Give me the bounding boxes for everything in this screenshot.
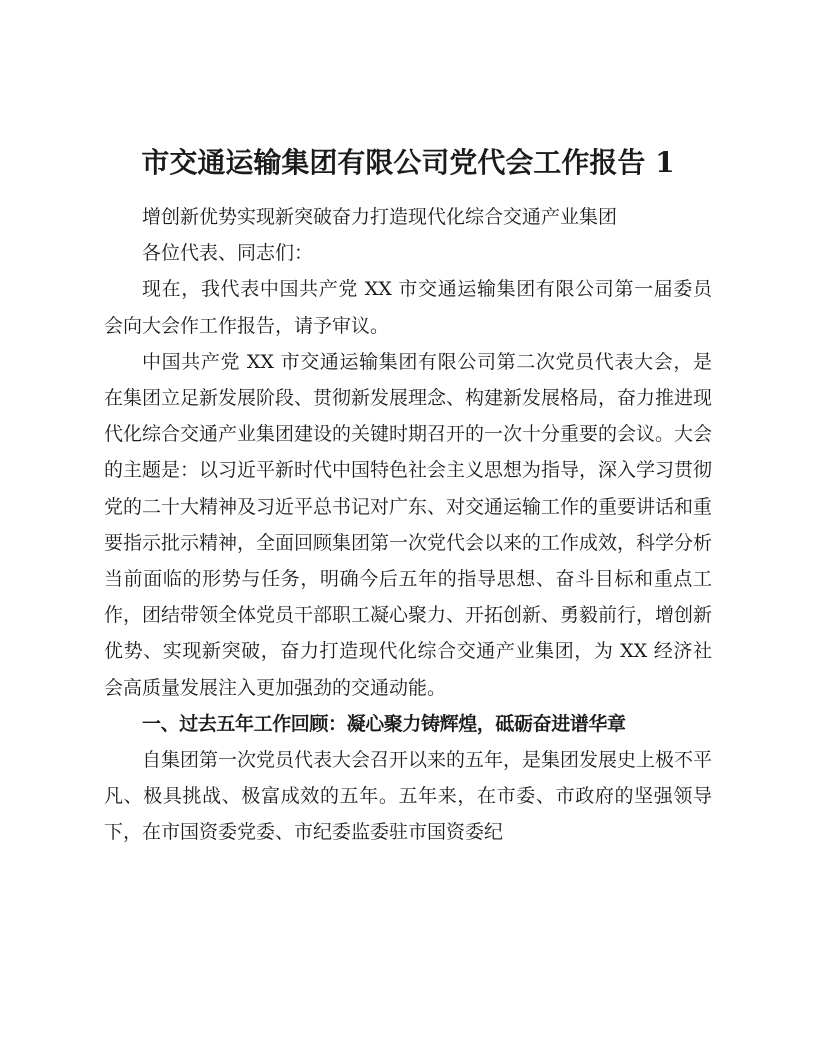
paragraph-salutation: 各位代表、同志们： — [142, 242, 314, 265]
document-title: 市交通运输集团有限公司党代会工作报告 1 — [141, 146, 675, 179]
paragraph-report-intro: 现在，我代表中国共产党 XX 市交通运输集团有限公司第一届委员会向大会作工作报告，请予审议。 — [104, 278, 712, 337]
section-heading: 一、过去五年工作回顾：凝心聚力铸辉煌，砥砺奋进谱华章 — [142, 712, 626, 735]
document-body — [104, 199, 712, 851]
paragraph-five-year-review: 自集团第一次党员代表大会召开以来的五年，是集团发展史上极不平凡、极具挑战、极富成效的五年。五年来，在市委、市政府的坚强领导下，在市国资委党委、市纪委监委驻市国资委纪 — [104, 749, 713, 844]
paragraph-congress-theme: 中国共产党 XX 市交通运输集团有限公司第二次党员代表大会，是在集团立足新发展阶段、贯彻新发展理念、构建新发展格局，奋力推进现代化综合交通产业集团建设的关键时期召开的一次十分重要的会议。大会的主题是：以习近平新时代中国特色社会主义思想为指导，深入学习贯彻党的二十大精神及习近平总书记对广东、对交通运输工作的重要讲话和重要指示批示精神，全面回顾集团第一次党代会以来的工作成效，科学分析当前面临的形势与任务，明确今后五年的指导思想、奋斗目标和重点工作，团结带领全体党员干部职工凝心聚力、开拓创新、勇毅前行，增创新优势、实现新突破，奋力打造现代化综合交通产业集团，为 XX 经济社会高质量发展注入更加强劲的交通动能。 — [104, 350, 713, 699]
paragraph-subtitle: 增创新优势实现新突破奋力打造现代化综合交通产业集团 — [142, 206, 618, 228]
